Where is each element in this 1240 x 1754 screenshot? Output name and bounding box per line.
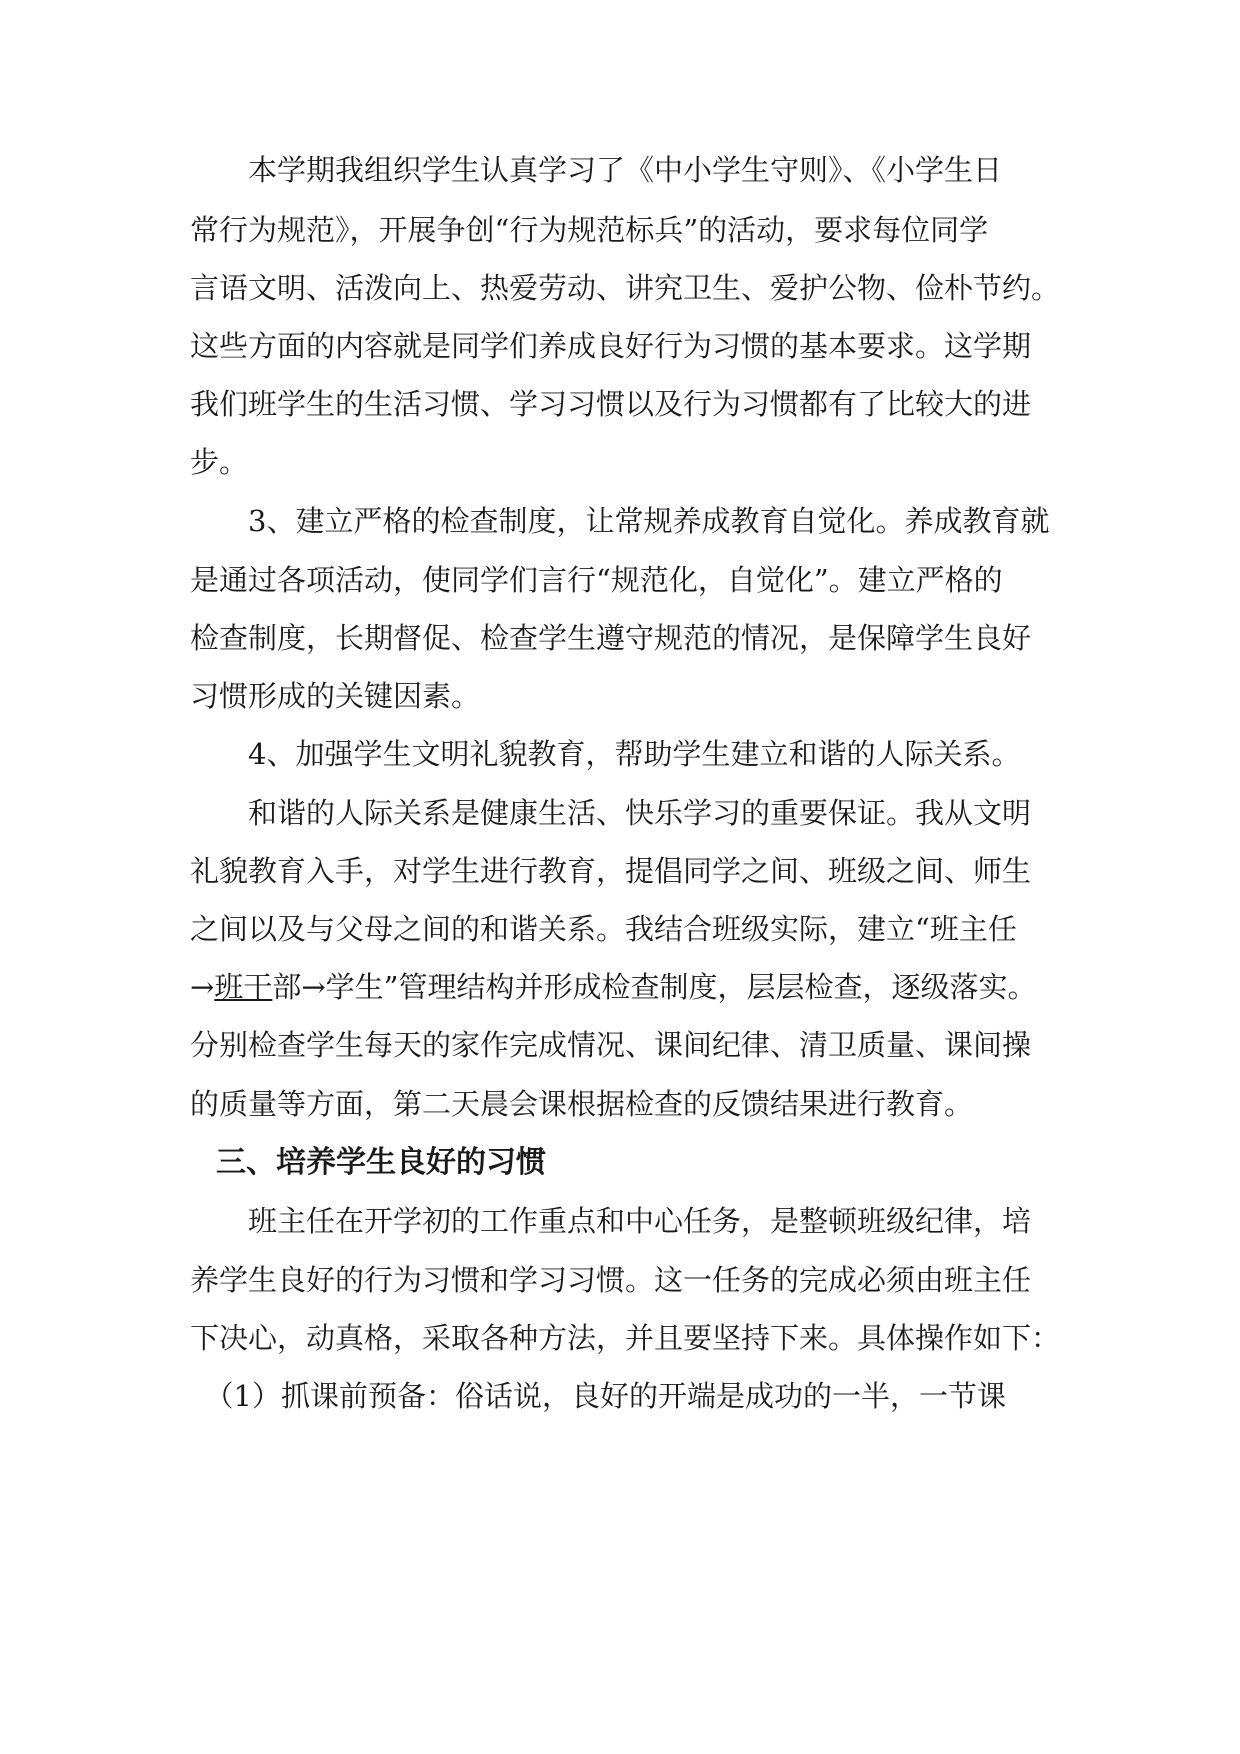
text-line: 分别检查学生每天的家作完成情况、课间纪律、清卫质量、课间操 [190,1028,1032,1062]
text-line: 养学生良好的行为习惯和学习习惯。这一任务的完成必须由班主任 [190,1263,1032,1297]
text-line: （1）抓课前预备：俗话说，良好的开端是成功的一半，一节课 [190,1379,1006,1413]
text-line: 常行为规范》，开展争创“行为规范标兵”的活动，要求每位同学 [190,213,989,247]
underlined-text: 班干 [214,970,273,1004]
text-line: 步。 [190,445,249,479]
text-line: 习惯形成的关键因素。 [190,679,481,713]
text-line: 是通过各项活动，使同学们言行“规范化，自觉化”。建立严格的 [190,563,1003,597]
text-line: 下决心，动真格，采取各种方法，并且要坚持下来。具体操作如下： [190,1321,1061,1355]
text-line [190,967,1060,1007]
text-line: 检查制度，长期督促、检查学生遵守规范的情况，是保障学生良好 [190,621,1032,655]
text-line: 礼貌教育入手，对学生进行教育，提倡同学之间、班级之间、师生 [190,854,1032,888]
text-line: 和谐的人际关系是健康生活、快乐学习的重要保证。我从文明 [190,796,1032,830]
text-line: 言语文明、活泼向上、热爱劳动、讲究卫生、爱护公物、俭朴节约。 [190,271,1061,305]
arrow-text: → [190,970,215,1004]
text-line: 班主任在开学初的工作重点和中心任务，是整顿班级纪律，培 [190,1204,1032,1238]
text-segment: 部→学生”管理结构并形成检查制度，层层检查，逐级落实。 [272,970,1037,1004]
section-heading: 三、培养学生良好的习惯 [216,1145,546,1180]
text-line: 本学期我组织学生认真学习了《中小学生守则》、《小学生日 [190,153,1003,187]
text-line: 3、建立严格的检查制度，让常规养成教育自觉化。养成教育就 [190,504,1050,538]
text-line: 我们班学生的生活习惯、学习习惯以及行为习惯都有了比较大的进 [190,387,1032,421]
text-line: 的质量等方面，第二天晨会课根据检查的反馈结果进行教育。 [190,1087,974,1121]
text-line: 这些方面的内容就是同学们养成良好行为习惯的基本要求。这学期 [190,329,1032,363]
text-line: 之间以及与父母之间的和谐关系。我结合班级实际，建立“班主任 [190,912,1017,946]
text-line: 4、加强学生文明礼貌教育，帮助学生建立和谐的人际关系。 [190,737,1021,771]
